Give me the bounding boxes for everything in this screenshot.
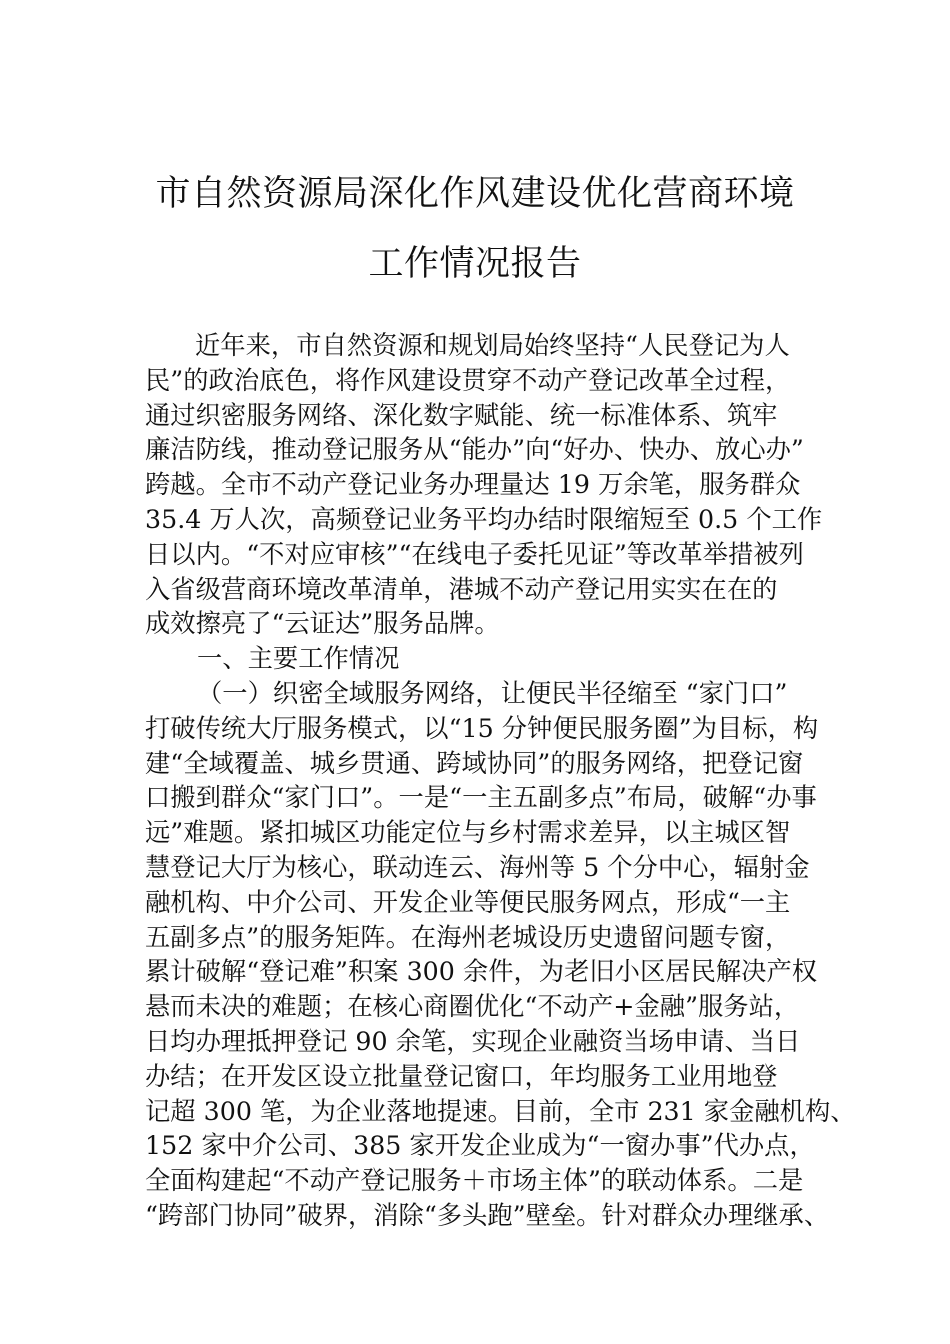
paragraph-line: 办结；在开发区设立批量登记窗口，年均服务工业用地登 [145,1061,778,1091]
section-heading: 一、主要工作情况 [197,644,400,674]
paragraph-line: 建“全域覆盖、城乡贯通、跨域协同”的服务网络，把登记窗 [145,748,804,778]
document-title-line-1: 市自然资源局深化作风建设优化营商环境 [155,174,795,214]
paragraph-line: 35.4 万人次，高频登记业务平均办结时限缩短至 0.5 个工作 [145,504,823,534]
subsection-heading: （一）织密全域服务网络，让便民半径缩至 “家门口” [197,678,788,708]
paragraph-line: 跨越。全市不动产登记业务办理量达 19 万余笔，服务群众 [145,470,801,500]
document-body [145,329,856,1234]
paragraph-line: 累计破解“登记难”积案 300 余件，为老旧小区居民解决产权 [145,957,818,987]
paragraph-line: 远”难题。紧扣城区功能定位与乡村需求差异，以主城区智 [145,818,791,848]
paragraph-line: 慧登记大厅为核心，联动连云、海州等 5 个分中心，辐射金 [145,852,810,882]
paragraph-line: 日以内。“不对应审核”“在线电子委托见证”等改革举措被列 [145,539,804,569]
paragraph-line: 记超 300 笔，为企业落地提速。目前，全市 231 家金融机构、 [145,1096,856,1126]
paragraph-line: 成效擦亮了“云证达”服务品牌。 [145,609,500,639]
document-title-line-2: 工作情况报告 [368,244,582,284]
paragraph-line: 152 家中介公司、385 家开发企业成为“一窗办事”代办点， [145,1131,815,1161]
paragraph-line: 民”的政治底色，将作风建设贯穿不动产登记改革全过程， [145,365,791,395]
paragraph-line: 日均办理抵押登记 90 余笔，实现企业融资当场申请、当日 [145,1026,801,1056]
paragraph-line: 入省级营商环境改革清单，港城不动产登记用实实在在的 [145,574,778,604]
paragraph-line: 悬而未决的难题；在核心商圈优化“不动产+金融”服务站， [145,992,800,1022]
paragraph-line: 廉洁防线，推动登记服务从“能办”向“好办、快办、放心办” [145,435,804,465]
paragraph-line: 融机构、中介公司、开发企业等便民服务网点，形成“一主 [145,887,791,917]
paragraph-line: 五副多点”的服务矩阵。在海州老城设历史遗留问题专窗， [145,922,791,952]
paragraph-line: 近年来，市自然资源和规划局始终坚持“人民登记为人 [195,331,790,360]
paragraph-line: 打破传统大厅服务模式，以“15 分钟便民服务圈”为目标，构 [145,713,819,743]
paragraph-line: “跨部门协同”破界，消除“多头跑”壁垒。针对群众办理继承、 [145,1200,830,1230]
paragraph-line: 口搬到群众“家门口”。一是“一主五副多点”布局，破解“办事 [145,783,817,813]
paragraph-line: 全面构建起“不动产登记服务＋市场主体”的联动体系。二是 [145,1166,804,1196]
paragraph-line: 通过织密服务网络、深化数字赋能、统一标准体系、筑牢 [145,400,778,430]
